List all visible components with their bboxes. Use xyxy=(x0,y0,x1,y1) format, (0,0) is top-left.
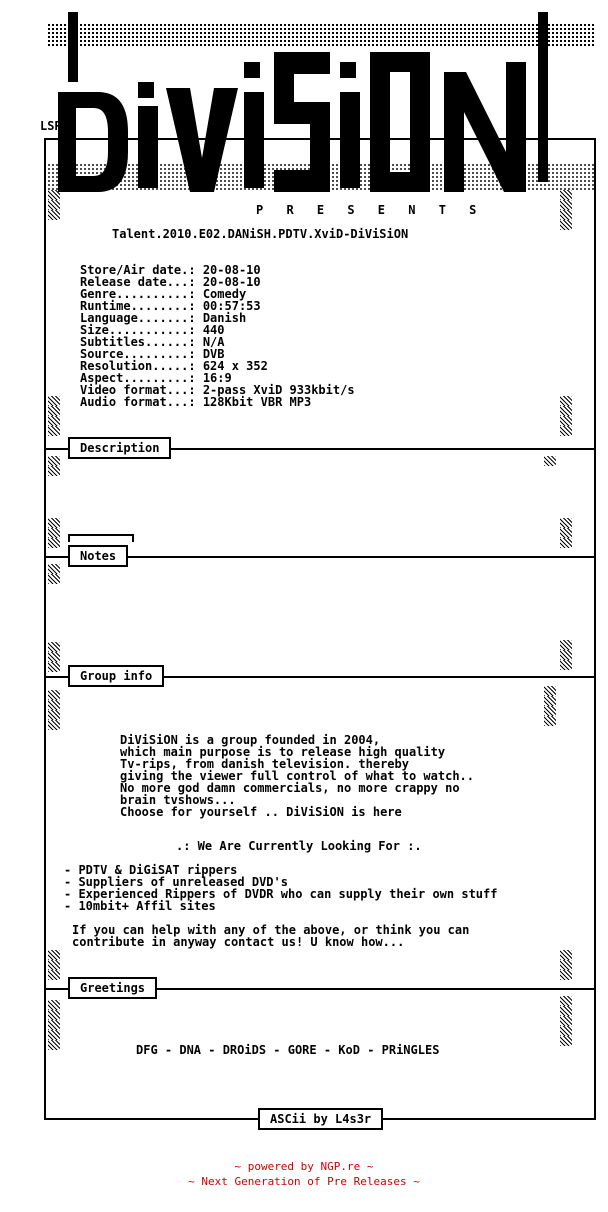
info-row: Store/Air date.: 20-08-10 xyxy=(80,263,261,277)
greetings-list: DFG - DNA - DROiDS - GORE - KoD - PRiNGLES xyxy=(136,1043,440,1057)
dither-right-4 xyxy=(560,518,572,548)
looking-for-title: .: We Are Currently Looking For :. xyxy=(176,839,422,853)
list-item: - Suppliers of unreleased DVD's xyxy=(64,875,288,889)
dither-left-7 xyxy=(48,690,60,730)
dither-right-3 xyxy=(544,456,556,466)
info-row: Release date...: 20-08-10 xyxy=(80,275,261,289)
dither-right-1 xyxy=(560,190,572,230)
info-row: Aspect.........: 16:9 xyxy=(80,371,232,385)
dither-left-3 xyxy=(48,456,60,476)
dither-left-2 xyxy=(48,396,60,436)
release-info xyxy=(80,264,355,408)
section-description-title: Description xyxy=(68,437,171,459)
release-name: Talent.2010.E02.DANiSH.PDTV.XviD-DiViSiON xyxy=(112,227,409,241)
dither-right-8 xyxy=(560,950,572,980)
dither-right-2 xyxy=(560,396,572,436)
group-description: DiViSiON is a group founded in 2004, which main purpose is to release high quality Tv-rips, from danish television. thereby giving the viewer full control of what to watch.. No more god damn commercials, no more crappy no brain tvshows... Choose for yourself .. DiViSiON is here xyxy=(120,733,475,819)
dither-left-4 xyxy=(48,518,60,548)
info-row: Source.........: DVB xyxy=(80,347,225,361)
presents-text: P R E S E N T S xyxy=(256,203,485,217)
dither-left-9 xyxy=(48,1000,60,1050)
section-greetings-title: Greetings xyxy=(68,977,157,999)
dither-right-9 xyxy=(560,996,572,1046)
info-row: Subtitles......: N/A xyxy=(80,335,225,349)
dither-left-6 xyxy=(48,642,60,672)
dither-left-1 xyxy=(48,190,60,220)
dither-left-8 xyxy=(48,950,60,980)
looking-for-list xyxy=(64,864,497,912)
dither-right-7 xyxy=(544,686,556,726)
section-group-info-title: Group info xyxy=(68,665,164,687)
info-row: Language.......: Danish xyxy=(80,311,247,325)
list-item: - PDTV & DiGiSAT rippers xyxy=(64,863,238,877)
dither-left-5 xyxy=(48,564,60,584)
dither-right-6 xyxy=(560,640,572,670)
info-row: Audio format...: 128Kbit VBR MP3 xyxy=(80,395,312,409)
footer-tagline: ~ Next Generation of Pre Releases ~ xyxy=(188,1175,420,1188)
notes-tab-top xyxy=(68,534,134,542)
footer-powered-by: ~ powered by NGP.re ~ xyxy=(234,1160,374,1173)
info-row: Genre..........: Comedy xyxy=(80,287,247,301)
list-item: - 10mbit+ Affil sites xyxy=(64,899,216,913)
logo-corner-tag: LSR xyxy=(40,119,62,133)
section-notes-title: Notes xyxy=(68,545,128,567)
list-item: - Experienced Rippers of DVDR who can supply their own stuff xyxy=(64,887,498,901)
info-row: Runtime........: 00:57:53 xyxy=(80,299,261,313)
info-row: Resolution.....: 624 x 352 xyxy=(80,359,268,373)
ascii-credit: ASCii by L4s3r xyxy=(258,1108,383,1130)
contact-text: If you can help with any of the above, or think you can contribute in anyway contact us! U know how... xyxy=(72,923,470,949)
info-row: Video format...: 2-pass XviD 933kbit/s xyxy=(80,383,355,397)
info-row: Size...........: 440 xyxy=(80,323,225,337)
